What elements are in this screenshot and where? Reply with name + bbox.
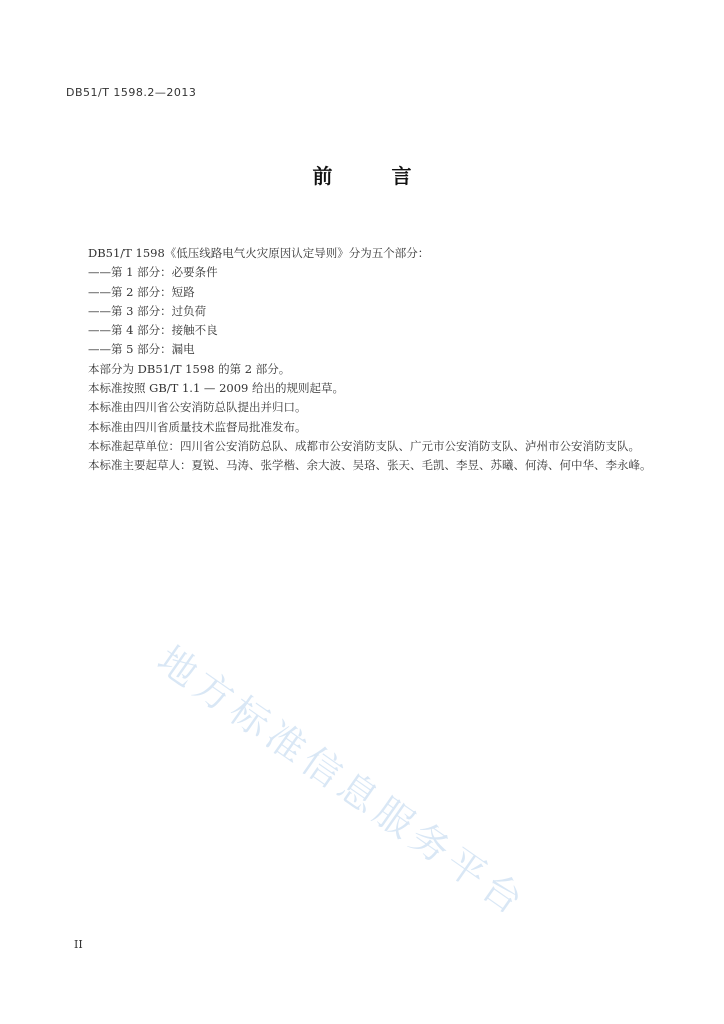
document-body <box>64 244 664 476</box>
paragraph: 本标准由四川省质量技术监督局批准发布。 <box>88 419 307 434</box>
list-item: ——第 4 部分：接触不良 <box>88 323 218 338</box>
list-item: ——第 3 部分：过负荷 <box>88 303 207 318</box>
paragraph: 本标准主要起草人：夏锐、马涛、张学楷、余大波、吴珞、张天、毛凯、李昱、苏曦、何涛、何中华、李永峰。 <box>88 458 652 473</box>
page-title: 前 言 <box>312 164 438 188</box>
paragraph: 本部分为 DB51/T 1598 的第 2 部分。 <box>88 361 291 376</box>
list-item: ——第 1 部分：必要条件 <box>88 265 218 280</box>
intro-paragraph: DB51/T 1598《低压线路电气火灾原因认定导则》分为五个部分： <box>88 246 430 260</box>
paragraph: 本标准由四川省公安消防总队提出并归口。 <box>88 400 307 415</box>
paragraph: 本标准起草单位：四川省公安消防总队、成都市公安消防支队、广元市公安消防支队、泸州市公安消防支队。 <box>88 438 640 453</box>
list-item: ——第 2 部分：短路 <box>88 284 195 299</box>
list-item: ——第 5 部分：漏电 <box>88 342 195 357</box>
standard-code-header: DB51/T 1598.2—2013 <box>66 86 197 99</box>
paragraph: 本标准按照 GB/T 1.1 — 2009 给出的规则起草。 <box>88 381 345 396</box>
page-number: II <box>74 938 83 951</box>
watermark: 地方标准信息服务平台 <box>149 637 536 926</box>
